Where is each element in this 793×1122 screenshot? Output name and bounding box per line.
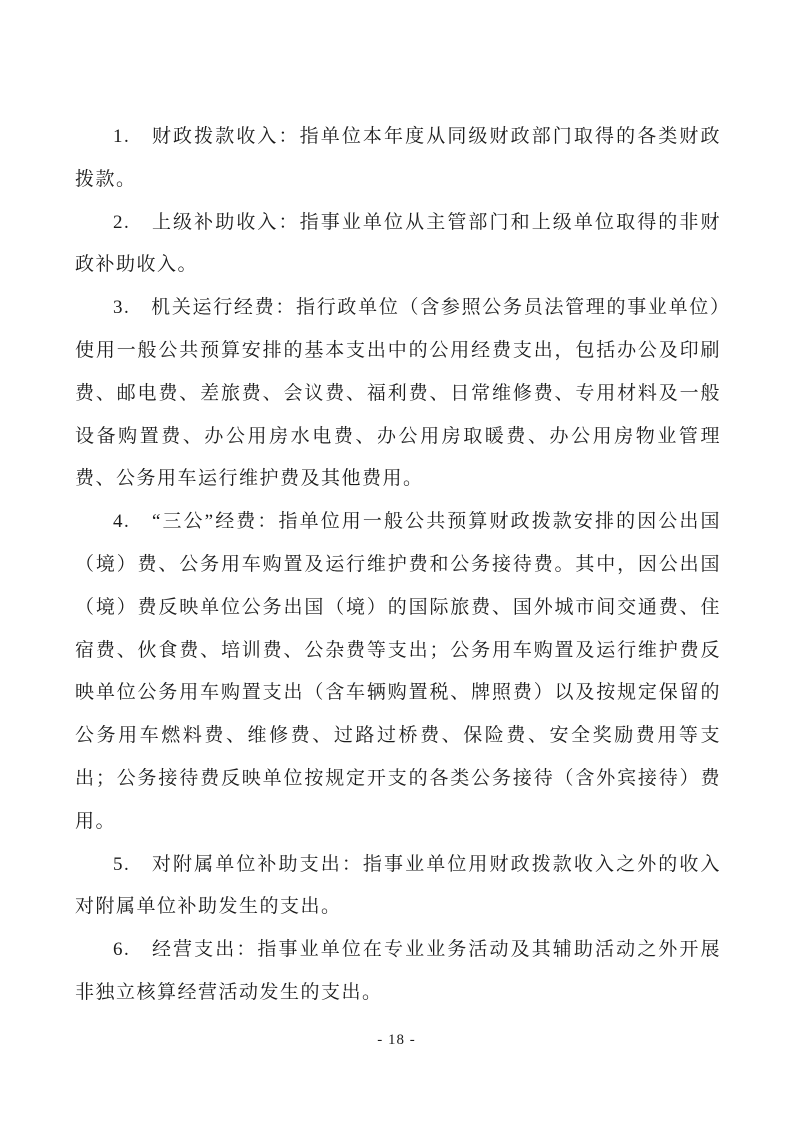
paragraph-6: 6. 经营支出：指事业单位在专业业务活动及其辅助活动之外开展非独立核算经营活动发生的支出。 — [75, 939, 721, 1003]
paragraph-1: 1. 财政拨款收入：指单位本年度从同级财政部门取得的各类财政拨款。 — [75, 126, 721, 190]
page-number: - 18 - — [377, 1032, 416, 1048]
paragraph-4: 4. “三公”经费：指单位用一般公共预算财政拨款安排的因公出国（境）费、公务用车购置及运行维护费和公务接待费。其中，因公出国（境）费反映单位公务出国（境）的国际旅费、国外城市间交通费、住宿费、伙食费、培训费、公杂费等支出；公务用车购置及运行维护费反映单位公务用车购置支出（含车辆购置税、牌照费）以及按规定保留的公务用车燃料费、维修费、过路过桥费、保险费、安全奖励费用等支出；公务接待费反映单位按规定开支的各类公务接待（含外宾接待）费用。 — [75, 511, 721, 832]
document-body — [75, 116, 721, 1015]
paragraph-3: 3. 机关运行经费：指行政单位（含参照公务员法管理的事业单位）使用一般公共预算安排的基本支出中的公用经费支出，包括办公及印刷费、邮电费、差旅费、会议费、福利费、日常维修费、专用材料及一般设备购置费、办公用房水电费、办公用房取暖费、办公用房物业管理费、公务用车运行维护费及其他费用。 — [75, 297, 721, 490]
paragraph-2: 2. 上级补助收入：指事业单位从主管部门和上级单位取得的非财政补助收入。 — [75, 211, 721, 276]
paragraph-5: 5. 对附属单位补助支出：指事业单位用财政拨款收入之外的收入对附属单位补助发生的支出。 — [75, 853, 721, 918]
